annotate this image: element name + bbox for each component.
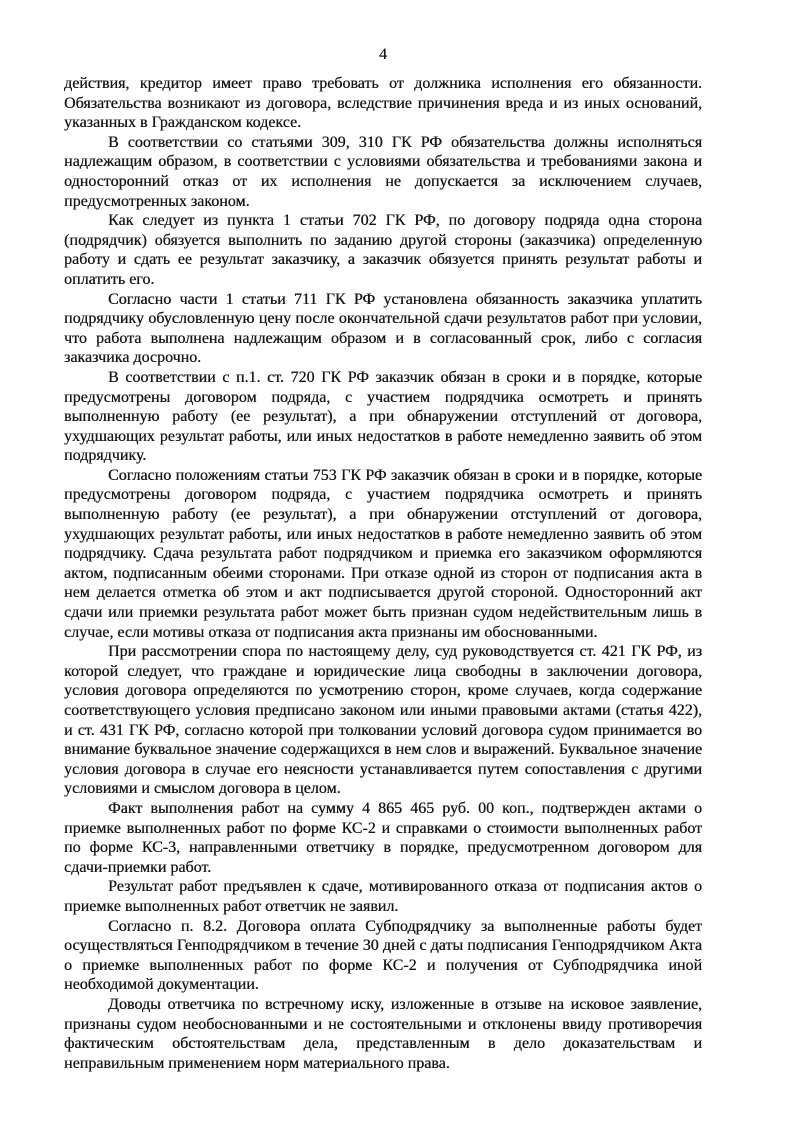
paragraph: действия, кредитор имеет право требовать от должника исполнения его обязанности. Обязательства возникают из договора, вследствие причинения вреда и из иных оснований, указанных в Гражданском кодексе. [64,75,702,132]
paragraph: Факт выполнения работ на сумму 4 865 465 руб. 00 коп., подтвержден актами о приемке выполненных работ по форме КС-2 и справками о стоимости выполненных работ по форме КС-3, направленными ответчику в порядке, предусмотренном договором для сдачи-приемки работ. [64,799,702,876]
paragraph: Доводы ответчика по встречному иску, изложенные в отзыве на исковое заявление, признаны судом необоснованными и не состоятельными и отклонены ввиду противоречия фактическим обстоятельствам дела, представленным в дело доказательствам и неправильным применением норм материального права. [64,995,702,1072]
paragraph: Согласно п. 8.2. Договора оплата Субподрядчику за выполненные работы будет осуществляться Генподрядчиком в течение 30 дней с даты подписания Генподрядчиком Акта о приемке выполненных работ по форме КС-2 и получения от Субподрядчика иной необходимой документации. [64,917,702,994]
paragraph: Согласно части 1 статьи 711 ГК РФ установлена обязанность заказчика уплатить подрядчику обусловленную цену после окончательной сдачи результатов работ при условии, что работа выполнена надлежащим образом и в согласованный срок, либо с согласия заказчика досрочно. [64,290,702,367]
paragraph: Согласно положениям статьи 753 ГК РФ заказчик обязан в сроки и в порядке, которые предусмотрены договором подряда, с участием подрядчика осмотреть и принять выполненную работу (ее результат), а при обнаружении отступлений от договора, ухудшающих результат работы, или иных недостатков в работе немедленно заявить об этом подрядчику. Сдача результата работ подрядчиком и приемка его заказчиком оформляются актом, подписанным обеими сторонами. При отказе одной из сторон от подписания акта в нем делается отметка об этом и акт подписывается другой стороной. Односторонний акт сдачи или приемки результата работ может быть признан судом недействительным лишь в случае, если мотивы отказа от подписания акта признаны им обоснованными. [64,466,702,641]
paragraph: В соответствии со статьями 309, 310 ГК РФ обязательства должны исполняться надлежащим образом, в соответствии с условиями обязательства и требованиями закона и односторонний отказ от их исполнения не допускается за исключением случаев, предусмотренных законом. [64,133,702,210]
paragraph: В соответствии с п.1. ст. 720 ГК РФ заказчик обязан в сроки и в порядке, которые предусмотрены договором подряда, с участием подрядчика осмотреть и принять выполненную работу (ее результат), а при обнаружении отступлений от договора, ухудшающих результат работы, или иных недостатков в работе немедленно заявить об этом подрядчику. [64,368,702,465]
paragraph: Как следует из пункта 1 статьи 702 ГК РФ, по договору подряда одна сторона (подрядчик) обязуется выполнить по заданию другой стороны (заказчика) определенную работу и сдать ее результат заказчику, а заказчик обязуется принять результат работы и оплатить его. [64,212,702,288]
paragraph: Результат работ предъявлен к сдаче, мотивированного отказа от подписания актов о приемке выполненных работ ответчик не заявил. [64,878,702,915]
page-number: 4 [379,46,387,63]
document-body [64,74,702,1073]
paragraph: При рассмотрении спора по настоящему делу, суд руководствуется ст. 421 ГК РФ, из которой следует, что граждане и юридические лица свободны в заключении договора, условия договора определяются по усмотрению сторон, кроме случаев, когда содержание соответствующего условия предписано законом или иными правовыми актами (статья 422), и ст. 431 ГК РФ, согласно которой при толковании условий договора судом принимается во внимание буквальное значение содержащихся в нем слов и выражений. Буквальное значение условия договора в случае его неясности устанавливается путем сопоставления с другими условиями и смыслом договора в целом. [64,643,702,798]
